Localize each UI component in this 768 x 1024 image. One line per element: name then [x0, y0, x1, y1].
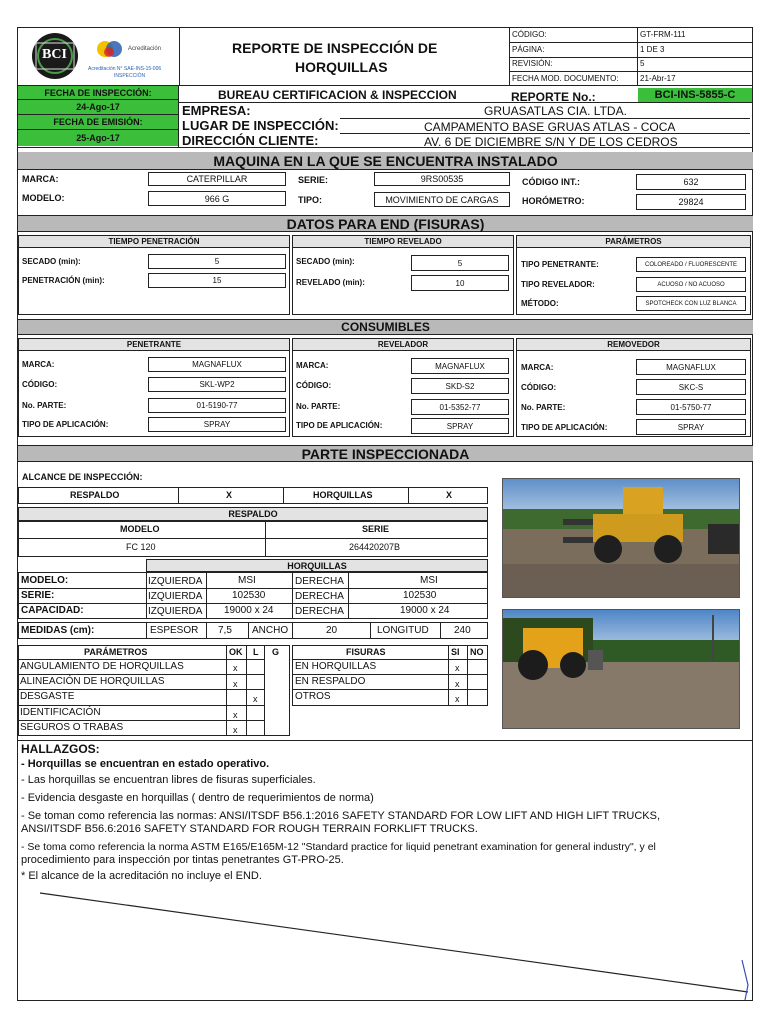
- maquina-marca-label: MARCA:: [22, 174, 59, 184]
- horq-capacidad-izq: IZQUIERDA: [148, 606, 203, 617]
- parametros-ok-header: OK: [229, 647, 243, 657]
- hallazgo-5b: procedimiento para inspección por tintas penetrantes GT-PRO-25.: [21, 854, 344, 866]
- pagina-label: PÁGINA:: [512, 45, 545, 54]
- accreditation-number: Acreditación N° SAE-INS-15-006: [88, 66, 162, 72]
- maquina-title: MAQUINA EN LA QUE SE ENCUENTRA INSTALADO: [18, 152, 753, 169]
- fecha-emision-label: FECHA DE EMISIÓN:: [18, 115, 178, 130]
- revelador-codigo-label: CÓDIGO:: [296, 381, 332, 390]
- revelador-title: REVELADOR: [293, 339, 513, 351]
- consumibles-title: CONSUMIBLES: [18, 319, 753, 335]
- maquina-modelo-field: 966 G: [148, 191, 286, 206]
- fecha-mod-label: FECHA MOD. DOCUMENTO:: [512, 74, 619, 83]
- horquillas-title: HORQUILLAS: [146, 559, 488, 572]
- tp-secado-field: 5: [148, 254, 286, 269]
- respaldo-modelo-label: MODELO: [120, 524, 160, 534]
- revelador-marca-label: MARCA:: [296, 361, 329, 370]
- removedor-marca-label: MARCA:: [521, 363, 554, 372]
- fisura-row-si: x: [455, 694, 460, 704]
- forklift-photo-1: [502, 478, 740, 598]
- removedor-tipo-label: TIPO DE APLICACIÓN:: [521, 423, 608, 432]
- parametros-end-title: PARÁMETROS: [517, 236, 750, 248]
- removedor-codigo-field: SKC-S: [636, 379, 746, 395]
- penetrante-tipo-label: TIPO DE APLICACIÓN:: [22, 420, 109, 429]
- longitud-label: LONGITUD: [377, 625, 429, 636]
- fecha-emision-value: 25-Ago-17: [18, 130, 178, 146]
- hallazgo-5a: - Se toma como referencia la norma ASTM E165/E165M-12 "Standard practice for liquid penetrant examination for general industry", y el: [21, 841, 656, 853]
- accreditation-label: Acreditación: [128, 46, 162, 52]
- penetrante-title: PENETRANTE: [19, 339, 289, 351]
- fisura-row-si: x: [455, 663, 460, 673]
- horq-serie-izq: IZQUIERDA: [148, 591, 203, 602]
- penetrante-parte-field: 01-5190-77: [148, 398, 286, 413]
- penetrante-marca-label: MARCA:: [22, 360, 55, 369]
- reporte-number: BCI-INS-5855-C: [638, 88, 752, 102]
- horq-modelo-label: MODELO:: [21, 575, 69, 586]
- maquina-serie-label: SERIE:: [298, 175, 329, 185]
- report-title-line1: REPORTE DE INSPECCIÓN DE: [232, 40, 438, 56]
- penetrante-parte-label: No. PARTE:: [22, 401, 67, 410]
- parte-title: PARTE INSPECCIONADA: [18, 445, 753, 462]
- removedor-title: REMOVEDOR: [517, 339, 750, 351]
- hallazgo-3: - Evidencia desgaste en horquillas ( dentro de requerimientos de norma): [21, 792, 374, 804]
- lugar-label: LUGAR DE INSPECCIÓN:: [182, 118, 339, 133]
- forklift-photo-2: [502, 609, 740, 729]
- maquina-modelo-label: MODELO:: [22, 193, 65, 203]
- maquina-tipo-field: MOVIMIENTO DE CARGAS: [374, 192, 510, 207]
- param-row-label: IDENTIFICACIÓN: [20, 707, 101, 718]
- fecha-inspeccion-value: 24-Ago-17: [18, 100, 178, 115]
- lugar-value: CAMPAMENTO BASE GRUAS ATLAS - COCA: [424, 120, 676, 134]
- fisura-row-label: OTROS: [295, 691, 331, 702]
- maquina-serie-field: 9RS00535: [374, 172, 510, 186]
- param-row-ok: x: [233, 725, 238, 735]
- espesor-value: 7,5: [218, 625, 232, 636]
- logo-box: [18, 28, 180, 85]
- direccion-label: DIRECCIÓN CLIENTE:: [182, 133, 319, 148]
- alcance-horquillas-x: X: [446, 490, 453, 500]
- maquina-marca-field: CATERPILLAR: [148, 172, 286, 186]
- hallazgo-4b: ANSI/ITSDF B56.6:2016 SAFETY STANDARD FOR ROUGH TERRAIN FORKLIFT TRUCKS.: [21, 823, 478, 835]
- tr-revelado-label: REVELADO (min):: [296, 278, 365, 287]
- param-row-label: SEGUROS O TRABAS: [20, 722, 124, 733]
- fisura-row-si: x: [455, 679, 460, 689]
- codigo-value: GT-FRM-111: [640, 30, 686, 39]
- removedor-parte-label: No. PARTE:: [521, 403, 566, 412]
- parametros-g-header: G: [272, 647, 280, 657]
- fisura-row-label: EN RESPALDO: [295, 676, 366, 687]
- revelador-codigo-field: SKD-S2: [411, 378, 509, 394]
- maquina-horometro-label: HORÓMETRO:: [522, 196, 585, 206]
- param-row-label: ANGULAMIENTO DE HORQUILLAS: [20, 661, 184, 672]
- horq-capacidad-izq-val: 19000 x 24: [224, 605, 274, 616]
- penetrante-tipo-field: SPRAY: [148, 417, 286, 432]
- param-row-label: DESGASTE: [20, 691, 75, 702]
- ancho-value: 20: [326, 625, 338, 636]
- param-row-ok: x: [233, 710, 238, 720]
- param-row-ok: x: [233, 663, 238, 673]
- penetrante-codigo-field: SKL-WP2: [148, 377, 286, 392]
- revelador-parte-label: No. PARTE:: [296, 402, 341, 411]
- alcance-respaldo-label: RESPALDO: [70, 490, 120, 500]
- horq-capacidad-der: DERECHA: [295, 606, 344, 617]
- param-row-label: ALINEACIÓN DE HORQUILLAS: [20, 676, 165, 687]
- ancho-label: ANCHO: [252, 625, 289, 636]
- direccion-value: AV. 6 DE DICIEMBRE S/N Y DE LOS CEDROS: [424, 135, 678, 149]
- logo-text: BCI: [42, 47, 67, 62]
- param-row-l: x: [253, 694, 258, 704]
- fisuras-title: FISURAS: [346, 647, 386, 657]
- maquina-tipo-label: TIPO:: [298, 195, 322, 205]
- respaldo-modelo-value: FC 120: [126, 542, 156, 552]
- penetrante-codigo-label: CÓDIGO:: [22, 380, 58, 389]
- tiempo-revelado-title: TIEMPO REVELADO: [293, 236, 513, 248]
- tp-secado-label: SECADO (min):: [22, 257, 81, 266]
- horq-modelo-izq: IZQUIERDA: [148, 576, 203, 587]
- param-row-ok: x: [233, 679, 238, 689]
- horq-serie-der-val: 102530: [403, 590, 437, 601]
- horq-modelo-der-val: MSI: [420, 575, 438, 586]
- longitud-value: 240: [454, 625, 471, 636]
- revelador-tipo-label: TIPO DE APLICACIÓN:: [296, 421, 383, 430]
- hallazgo-6: * El alcance de la acreditación no incluye el END.: [21, 870, 262, 882]
- horq-modelo-izq-val: MSI: [238, 575, 256, 586]
- fisuras-no-header: NO: [470, 647, 484, 657]
- tipo-penetrante-field: COLOREADO / FLUORESCENTE: [636, 257, 746, 272]
- respaldo-serie-value: 264420207B: [349, 542, 401, 552]
- espesor-label: ESPESOR: [150, 625, 199, 636]
- tr-revelado-field: 10: [411, 275, 509, 291]
- medidas-label: MEDIDAS (cm):: [21, 625, 95, 636]
- horq-serie-der: DERECHA: [295, 591, 344, 602]
- respaldo-title: RESPALDO: [18, 507, 488, 521]
- fisura-row-label: EN HORQUILLAS: [295, 661, 377, 672]
- revelador-marca-field: MAGNAFLUX: [411, 358, 509, 374]
- alcance-horquillas-label: HORQUILLAS: [313, 490, 373, 500]
- hallazgo-1: - Horquillas se encuentran en estado operativo.: [21, 758, 270, 770]
- pagina-value: 1 DE 3: [640, 45, 665, 54]
- fisuras-si-header: SI: [451, 647, 460, 657]
- company-name: BUREAU CERTIFICACION & INSPECCION: [218, 88, 457, 102]
- end-title: DATOS PARA END (FISURAS): [18, 215, 753, 232]
- tr-secado-label: SECADO (min):: [296, 257, 355, 266]
- revision-label: REVISIÓN:: [512, 59, 553, 68]
- fecha-inspeccion-label: FECHA DE INSPECCIÓN:: [18, 86, 178, 100]
- tipo-revelador-label: TIPO REVELADOR:: [521, 280, 595, 289]
- tiempo-penetracion-title: TIEMPO PENETRACIÓN: [19, 236, 289, 248]
- removedor-marca-field: MAGNAFLUX: [636, 359, 746, 375]
- respaldo-serie-label: SERIE: [362, 524, 390, 534]
- empresa-label: EMPRESA:: [182, 103, 251, 118]
- tipo-penetrante-label: TIPO PENETRANTE:: [521, 260, 599, 269]
- horq-capacidad-der-val: 19000 x 24: [400, 605, 450, 616]
- maquina-horometro-field: 29824: [636, 194, 746, 210]
- empresa-value: GRUASATLAS CIA. LTDA.: [484, 104, 627, 118]
- horq-serie-label: SERIE:: [21, 590, 55, 601]
- removedor-codigo-label: CÓDIGO:: [521, 383, 557, 392]
- horq-modelo-der: DERECHA: [295, 576, 344, 587]
- codigo-label: CÓDIGO:: [512, 30, 547, 39]
- reporte-label: REPORTE No.:: [511, 90, 596, 104]
- metodo-label: MÉTODO:: [521, 299, 559, 308]
- tr-secado-field: 5: [411, 255, 509, 271]
- hallazgos-title: HALLAZGOS:: [21, 742, 100, 756]
- penetrante-marca-field: MAGNAFLUX: [148, 357, 286, 372]
- metodo-field: SPOTCHECK CON LUZ BLANCA: [636, 296, 746, 311]
- removedor-tipo-field: SPRAY: [636, 419, 746, 435]
- parametros-l-header: L: [253, 647, 259, 657]
- respaldo-table: [18, 521, 488, 557]
- fecha-mod-value: 21-Abr-17: [640, 74, 676, 83]
- removedor-parte-field: 01-5750-77: [636, 399, 746, 415]
- hallazgo-2: - Las horquillas se encuentran libres de fisuras superficiales.: [21, 774, 316, 786]
- revelador-tipo-field: SPRAY: [411, 418, 509, 434]
- hallazgo-4a: - Se toman como referencia las normas: ANSI/ITSDF B56.1:2016 SAFETY STANDARD FOR LOW LIFT AND HIGH LIFT TRUCKS,: [21, 810, 661, 822]
- accreditation-icon: [94, 38, 128, 60]
- report-title-line2: HORQUILLAS: [295, 59, 388, 75]
- alcance-label: ALCANCE DE INSPECCIÓN:: [22, 472, 143, 482]
- accreditation-sub: INSPECCIÓN: [114, 73, 146, 79]
- horq-capacidad-label: CAPACIDAD:: [21, 605, 84, 616]
- horq-serie-izq-val: 102530: [232, 590, 266, 601]
- tp-penetracion-field: 15: [148, 273, 286, 288]
- tipo-revelador-field: ACUOSO / NO ACUOSO: [636, 277, 746, 292]
- parametros-title: PARÁMETROS: [84, 647, 148, 657]
- maquina-codint-field: 632: [636, 174, 746, 190]
- maquina-codint-label: CÓDIGO INT.:: [522, 177, 580, 187]
- revelador-parte-field: 01-5352-77: [411, 399, 509, 415]
- revision-value: 5: [640, 59, 645, 68]
- alcance-respaldo-x: X: [226, 490, 233, 500]
- tp-penetracion-label: PENETRACIÓN (min):: [22, 276, 105, 285]
